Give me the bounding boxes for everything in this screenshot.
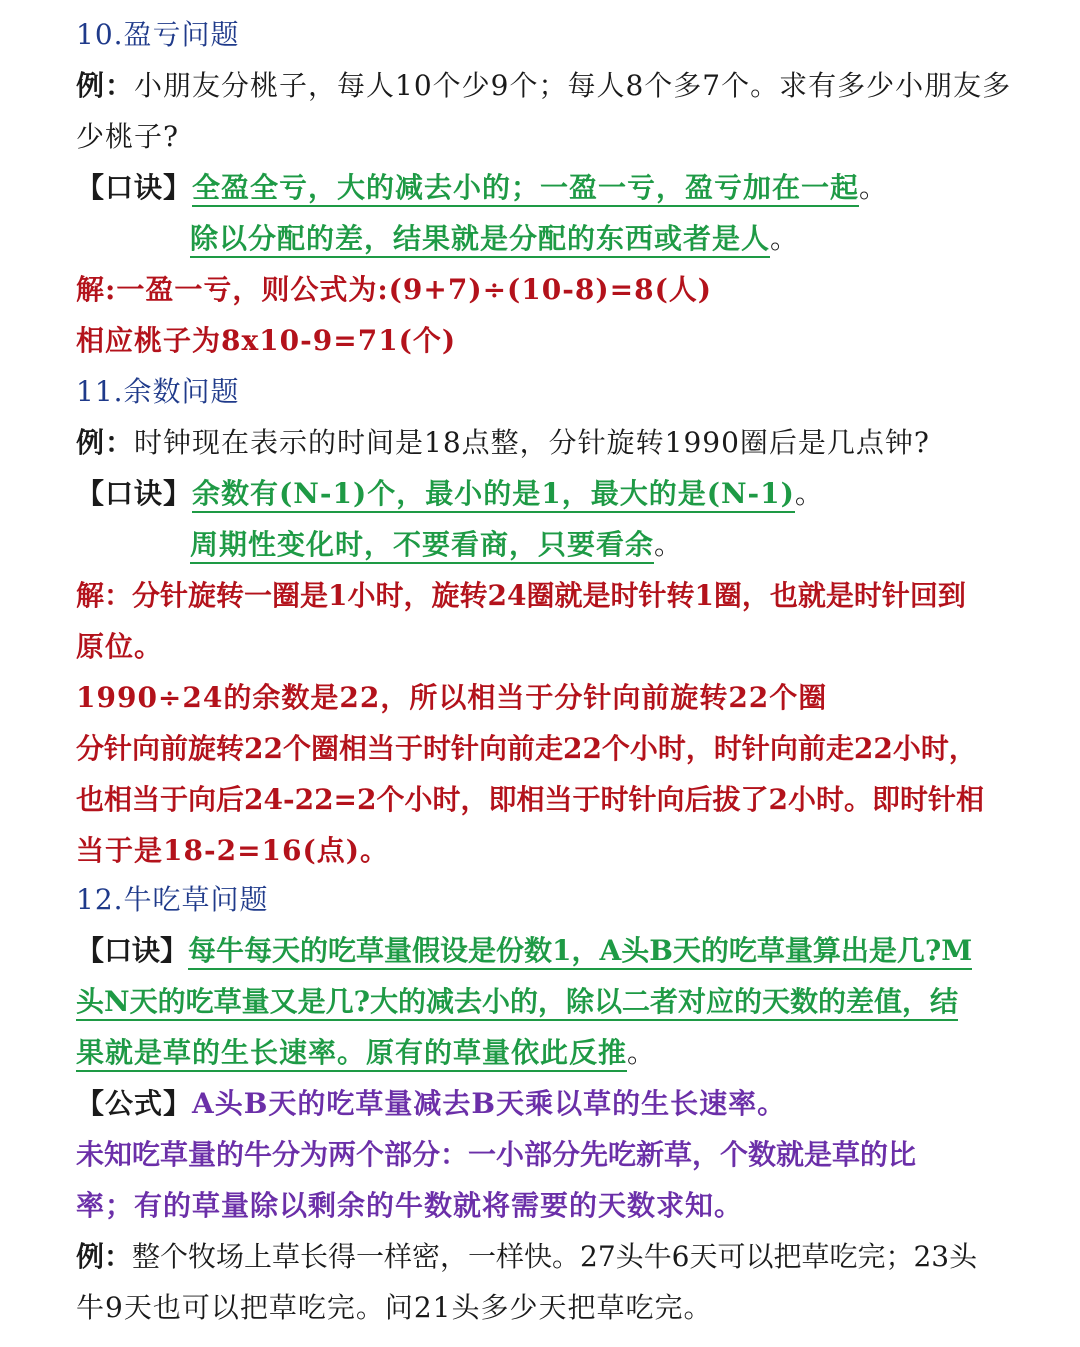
section-11-solution-2: 原位。 <box>76 630 164 663</box>
example-label: 例： <box>76 69 135 102</box>
koujue-punct: 。 <box>627 1036 657 1069</box>
section-12-example <box>76 1237 977 1277</box>
section-11-solution-1: 解：分针旋转一圈是1小时，旋转24圈就是时针转1圈，也就是时针回到 <box>76 579 966 612</box>
koujue-punct: 。 <box>770 222 800 255</box>
section-10-solution: 解:一盈一亏，则公式为:(9+7)÷(10-8)=8(人) <box>76 273 713 306</box>
section-12-note-1: 未知吃草量的牛分为两个部分：一小部分先吃新草，个数就是草的比 <box>76 1138 917 1171</box>
section-12-title: 12.牛吃草问题 <box>76 883 269 916</box>
section-11-example <box>76 423 930 463</box>
koujue-punct: 。 <box>794 477 824 510</box>
koujue-text: 余数有(N-1)个，最小的是1，最大的是(N-1) <box>192 477 795 513</box>
section-12-koujue-cont-2 <box>76 1033 656 1073</box>
example-label: 例： <box>76 426 135 459</box>
section-12-formula <box>76 1084 786 1124</box>
koujue-punct: 。 <box>859 171 889 204</box>
koujue-punct: 。 <box>654 528 684 561</box>
koujue-text: 除以分配的差，结果就是分配的东西或者是人 <box>190 222 770 258</box>
koujue-text: 全盈全亏，大的减去小的；一盈一亏，盈亏加在一起 <box>192 171 859 207</box>
section-11-solution-3: 1990÷24的余数是22，所以相当于分针向前旋转22个圈 <box>76 681 828 714</box>
section-11-solution-4: 分针向前旋转22个圈相当于时针向前走22个小时，时针向前走22小时， <box>76 732 977 765</box>
section-12-note-2: 率；有的草量除以剩余的牛数就将需要的天数求知。 <box>76 1189 744 1222</box>
example-text: 小朋友分桃子，每人10个少9个；每人8个多7个。求有多少小朋友多 <box>134 69 1012 102</box>
section-12-koujue <box>76 931 972 971</box>
section-12-example-cont: 牛9天也可以把草吃完。问21头多少天把草吃完。 <box>76 1291 713 1324</box>
section-11-koujue-cont <box>190 525 683 565</box>
section-11-title: 11.余数问题 <box>76 375 240 408</box>
section-10-koujue <box>76 168 888 208</box>
koujue-text: 每牛每天的吃草量假设是份数1，A头B天的吃草量算出是几?M <box>188 934 972 970</box>
koujue-label: 【口诀】 <box>76 477 193 510</box>
koujue-text: 周期性变化时，不要看商，只要看余 <box>190 528 654 564</box>
section-10-example <box>76 66 1011 106</box>
section-11-solution-5: 也相当于向后24-22=2个小时，即相当于时针向后拔了2小时。即时针相 <box>76 783 984 816</box>
section-10-title: 10.盈亏问题 <box>76 18 240 51</box>
section-10-koujue-cont <box>190 219 799 259</box>
section-12-koujue-cont-1 <box>76 982 958 1022</box>
formula-text: A头B天的吃草量减去B天乘以草的生长速率。 <box>192 1087 787 1120</box>
section-10-example-cont: 少桃子? <box>76 120 180 153</box>
formula-label: 【公式】 <box>76 1087 193 1120</box>
example-text: 整个牧场上草长得一样密，一样快。27头牛6天可以把草吃完；23头 <box>132 1240 978 1273</box>
koujue-label: 【口诀】 <box>76 934 189 967</box>
section-11-koujue <box>76 474 824 514</box>
koujue-text: 果就是草的生长速率。原有的草量依此反推 <box>76 1036 627 1072</box>
section-11-solution-6: 当于是18-2=16(点)。 <box>76 834 389 867</box>
koujue-text: 头N天的吃草量又是几?大的减去小的，除以二者对应的天数的差值，结 <box>76 985 958 1021</box>
example-label: 例： <box>76 1240 133 1273</box>
example-text: 时钟现在表示的时间是18点整，分针旋转1990圈后是几点钟? <box>134 426 930 459</box>
section-10-solution-cont: 相应桃子为8x10-9=71(个) <box>76 324 457 357</box>
koujue-label: 【口诀】 <box>76 171 193 204</box>
